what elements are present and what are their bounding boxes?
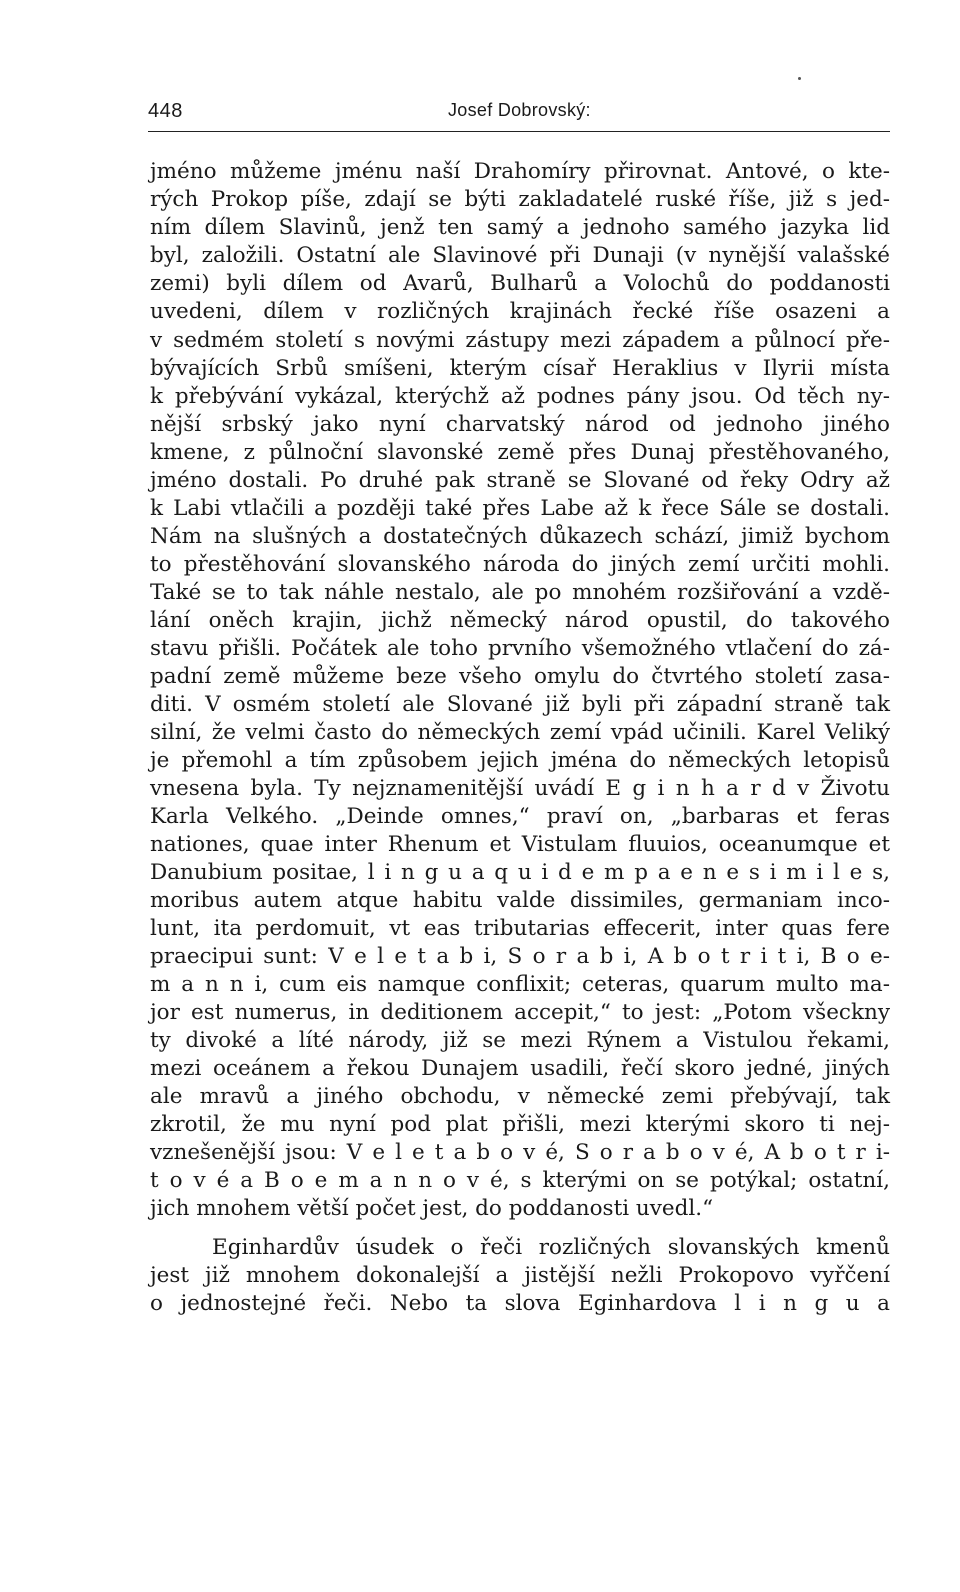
text-line: mezi oceánem a řekou Dunajem usadili, řečí skoro jedné, jiných <box>150 1056 890 1081</box>
text-line: Nám na slušných a dostatečných důkazech schází, jimiž bychom <box>150 524 890 549</box>
text-line: nationes, quae inter Rhenum et Vistulam fluuios, oceanumque et <box>150 832 890 857</box>
page-header <box>148 100 888 132</box>
text-line: jméno můžeme jménu naší Drahomíry přirovnat. Antové, o kte- <box>150 159 890 184</box>
text-line: ním dílem Slavinů, jenž ten samý a jednoho samého jazyka lid <box>150 215 890 240</box>
text-line: Také se to tak náhle nestalo, ale po mnohém rozšiřování a vzdě- <box>150 580 890 605</box>
text-line: vnesena byla. Ty nejznamenitější uvádí E g i n h a r d v Životu <box>150 776 890 801</box>
text-line: praecipui sunt: V e l e t a b i, S o r a b i, A b o t r i t i, B o e- <box>150 944 890 969</box>
text-line: byl, založili. Ostatní ale Slavinové při Dunaji (v nynější valašské <box>150 243 890 268</box>
text-line: m a n n i, cum eis namque conflixit; ceteras, quarum multo ma- <box>150 972 890 997</box>
running-head: Josef Dobrovský: <box>448 100 591 120</box>
text-line: to přestěhování slovanského národa do jiných zemí určiti mohli. <box>150 552 890 577</box>
text-line: zkrotil, že mu nyní pod plat přišli, mezi kterými skoro ti nej- <box>150 1112 890 1137</box>
text-line: jméno dostali. Po druhé pak straně se Slované od řeky Odry až <box>150 468 890 493</box>
text-line: Danubium positae, l i n g u a q u i d e m p a e n e s i m i l e s, <box>150 860 890 885</box>
print-speck <box>798 77 801 80</box>
text-line: uvedeni, dílem v rozličných krajinách řecké říše osazeni a <box>150 299 890 324</box>
text-line: lání oněch krajin, jichž německý národ opustil, do takového <box>150 608 890 633</box>
text-line: stavu přišli. Počátek ale toho prvního všemožného vtlačení do zá- <box>150 636 890 661</box>
text-line: nější srbský jako nyní charvatský národ od jednoho jiného <box>150 412 890 437</box>
text-line: ale mravů a jiného obchodu, v německé zemi přebývají, tak <box>150 1084 890 1109</box>
text-line: vznešenější jsou: V e l e t a b o v é, S o r a b o v é, A b o t r i- <box>150 1140 890 1165</box>
text-line: diti. V osmém století ale Slované již byli při západní straně tak <box>150 692 890 717</box>
page-number: 448 <box>148 100 183 122</box>
text-line: v sedmém století s novými zástupy mezi západem a půlnocí pře- <box>150 328 890 353</box>
text-line: Karla Velkého. „Deinde omnes,“ praví on, „barbaras et feras <box>150 804 890 829</box>
text-line: silní, že velmi často do německých zemí vpád učinili. Karel Veliký <box>150 720 890 745</box>
text-line: padní země můžeme beze všeho omylu do čtvrtého století zasa- <box>150 664 890 689</box>
text-line: ty divoké a líté národy, již se mezi Rýnem a Vistulou řekami, <box>150 1028 890 1053</box>
text-line: lunt, ita perdomuit, vt eas tributarias effecerit, inter quas fere <box>150 916 890 941</box>
text-line: t o v é a B o e m a n n o v é, s kterými on se potýkal; ostatní, <box>150 1168 890 1193</box>
text-line: moribus autem atque habitu valde dissimiles, germaniam inco- <box>150 888 890 913</box>
text-line: k Labi vtlačili a později také přes Labe až k řece Sále se dostali. <box>150 496 890 521</box>
header-rule <box>148 131 890 132</box>
text-line: zemi) byli dílem od Avarů, Bulharů a Volochů do poddanosti <box>150 271 890 296</box>
text-line: jich mnohem větší počet jest, do poddanosti uvedl.“ <box>150 1196 714 1221</box>
text-line: k přebývání vykázal, kterýchž až podnes pány jsou. Od těch ny- <box>150 384 890 409</box>
text-line: jor est numerus, in deditionem accepit,“ to jest: „Potom všeckny <box>150 1000 890 1025</box>
text-line: Eginhardův úsudek o řeči rozličných slovanských kmenů <box>212 1235 890 1260</box>
text-line: kmene, z půlnoční slavonské země přes Dunaj přestěhovaného, <box>150 440 890 465</box>
text-line: bývajících Srbů smíšeni, kterým císař Heraklius v Ilyrii místa <box>150 356 890 381</box>
text-line: jest již mnohem dokonalejší a jistější nežli Prokopovo vyřčení <box>150 1263 890 1288</box>
text-line: je přemohl a tím způsobem jejich jména do německých letopisů <box>150 748 890 773</box>
text-line: o jednostejné řeči. Nebo ta slova Eginhardova l i n g u a <box>150 1291 890 1316</box>
text-line: rých Prokop píše, zdají se býti zakladatelé ruské říše, již s jed- <box>150 187 890 212</box>
